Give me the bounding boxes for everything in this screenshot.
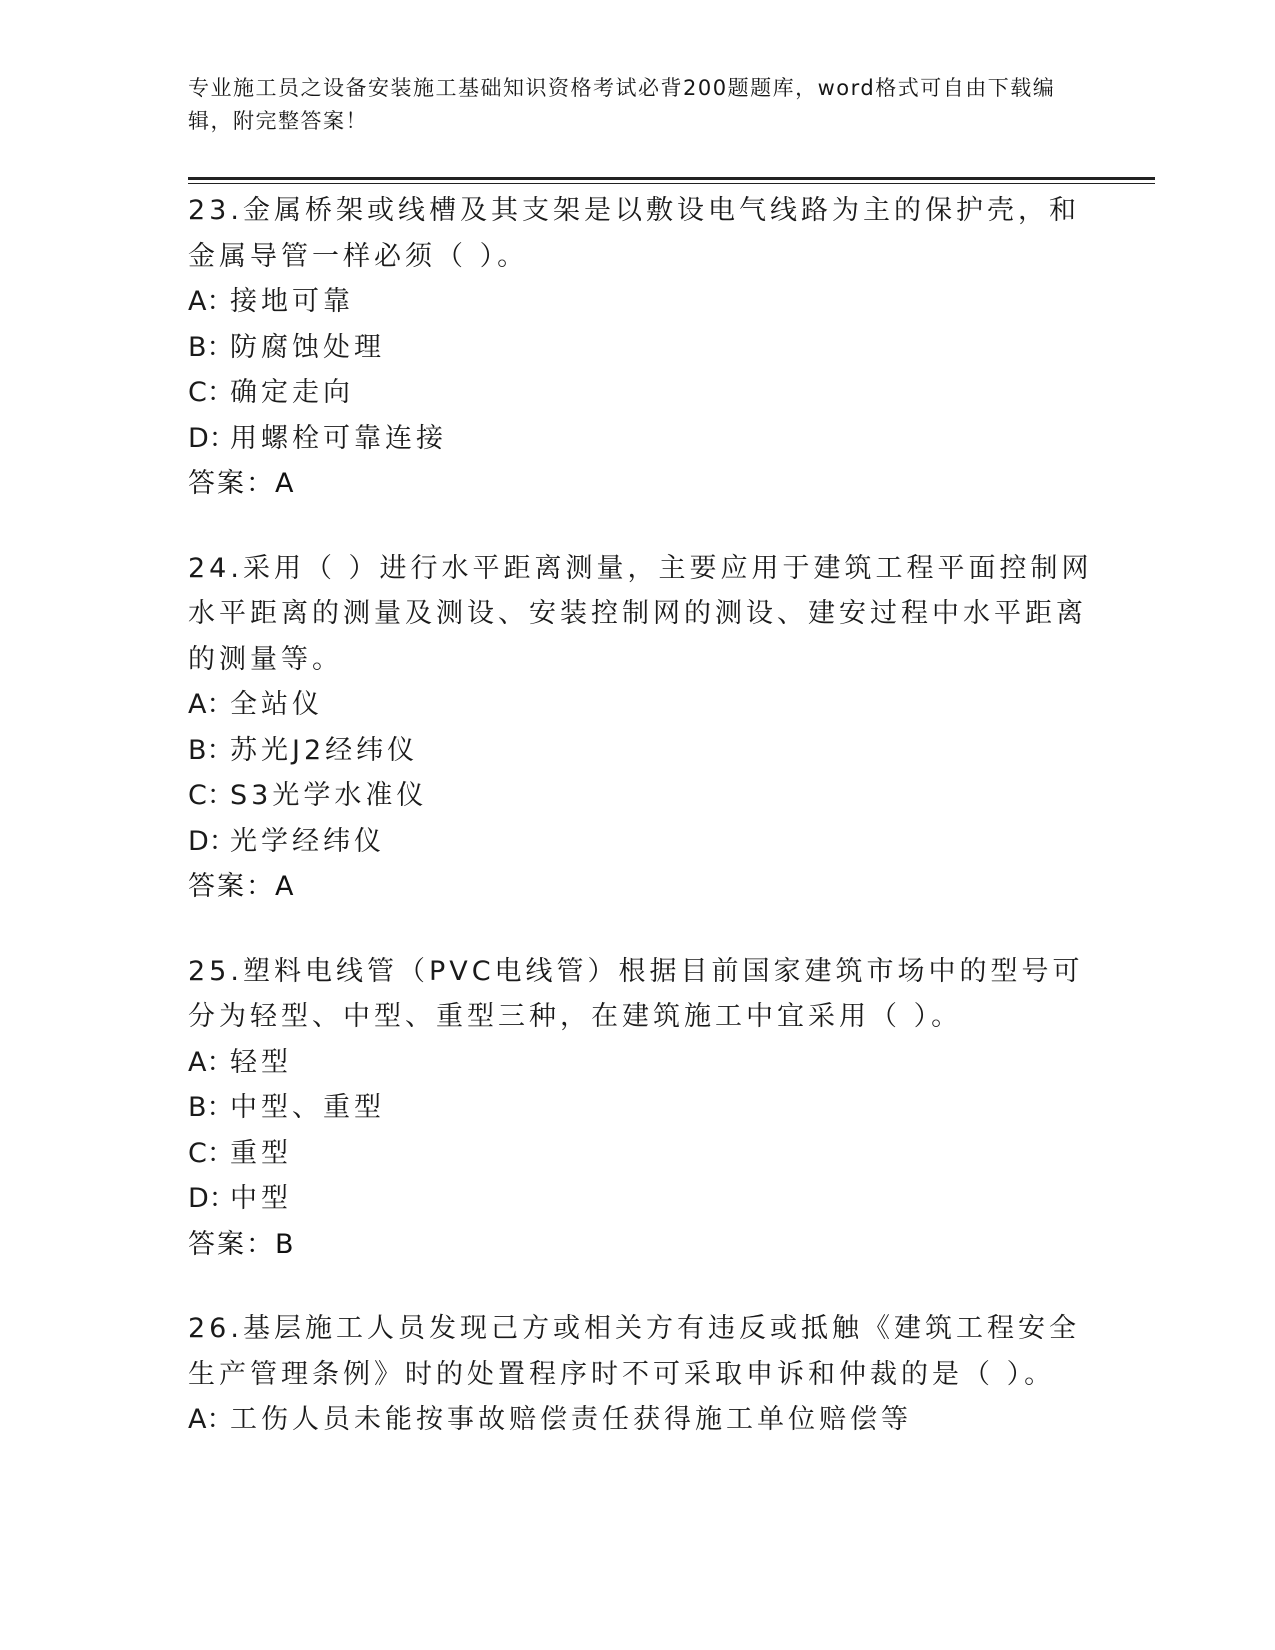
option-letter: A：: [188, 1404, 234, 1435]
question-text: 26.基层施工人员发现己方或相关方有违反或抵触《建筑工程安全生产管理条例》时的处置程序时不可采取申诉和仲裁的是（ ）。: [188, 1313, 1080, 1390]
option-text: 用螺栓可靠连接: [230, 422, 447, 454]
option-text: 确定走向: [230, 377, 354, 408]
answer-line: 答案：B: [188, 1228, 296, 1260]
option-d: [188, 416, 1093, 462]
option-letter: A：: [188, 1046, 234, 1078]
option-c: [188, 773, 1093, 819]
question-spacer: [188, 507, 1093, 546]
question-spacer: [188, 910, 1093, 949]
option-text: 中型、重型: [230, 1092, 385, 1123]
option-text: S3光学水准仪: [230, 780, 428, 811]
option-text: 中型: [230, 1183, 292, 1214]
option-letter: C：: [188, 1137, 234, 1169]
option-b: [188, 325, 1093, 371]
option-b: [188, 1085, 1093, 1131]
option-letter: A：: [188, 286, 234, 317]
question-list: [188, 188, 1093, 1443]
option-text: 苏光J2经纬仪: [230, 734, 419, 766]
option-a: [188, 682, 1093, 728]
option-a: [188, 279, 1093, 325]
option-letter: D：: [188, 825, 236, 857]
option-letter: B：: [188, 1092, 234, 1123]
option-letter: C：: [188, 377, 234, 408]
header-divider-thin: [188, 183, 1155, 184]
question-text: 23.金属桥架或线槽及其支架是以敷设电气线路为主的保护壳，和金属导管一样必须（ ）。: [188, 195, 1080, 272]
option-letter: C：: [188, 780, 234, 811]
option-letter: B：: [188, 331, 234, 363]
option-c: [188, 370, 1093, 416]
option-c: [188, 1131, 1093, 1177]
header-divider-thick: [188, 177, 1155, 180]
option-text: 全站仪: [230, 689, 323, 720]
option-letter: A：: [188, 689, 234, 720]
option-text: 轻型: [230, 1046, 292, 1078]
question-spacer: [188, 1267, 1093, 1306]
option-text: 重型: [230, 1137, 292, 1169]
option-letter: B：: [188, 734, 234, 766]
question-25: [188, 949, 1093, 1268]
option-letter: D：: [188, 1183, 236, 1214]
question-text: 25.塑料电线管（PVC电线管）根据目前国家建筑市场中的型号可分为轻型、中型、重型三种，在建筑施工中宜采用（ ）。: [188, 955, 1084, 1032]
option-d: [188, 1176, 1093, 1222]
question-26: [188, 1306, 1093, 1443]
option-text: 防腐蚀处理: [230, 331, 385, 363]
option-a: [188, 1397, 1093, 1443]
option-a: [188, 1040, 1093, 1086]
question-24: [188, 546, 1093, 910]
option-b: [188, 728, 1093, 774]
question-text: 24.采用（ ）进行水平距离测量，主要应用于建筑工程平面控制网水平距离的测量及测设、安装控制网的测设、建安过程中水平距离的测量等。: [188, 552, 1093, 675]
option-text: 光学经纬仪: [230, 825, 385, 857]
answer-line: 答案：A: [188, 468, 296, 499]
option-d: [188, 819, 1093, 865]
option-letter: D：: [188, 422, 236, 454]
option-text: 接地可靠: [230, 286, 354, 317]
document-header: 专业施工员之设备安装施工基础知识资格考试必背200题题库，word格式可自由下载编辑，附完整答案！: [188, 76, 1056, 133]
option-text: 工伤人员未能按事故赔偿责任获得施工单位赔偿等: [230, 1404, 912, 1435]
question-23: [188, 188, 1093, 507]
answer-line: 答案：A: [188, 871, 296, 902]
